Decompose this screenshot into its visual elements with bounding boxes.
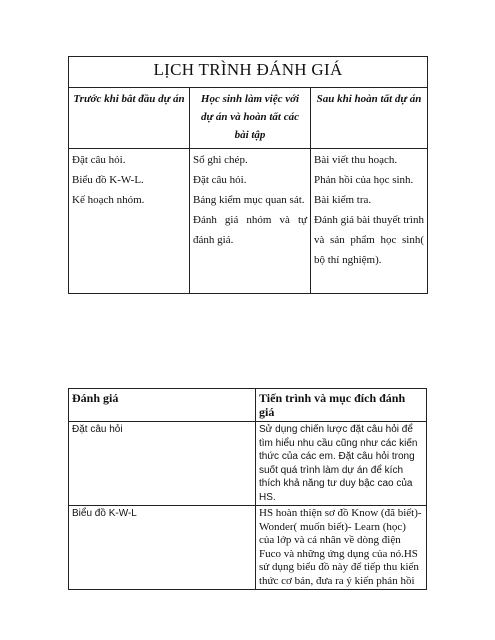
list-item: Bài kiểm tra. bbox=[314, 194, 372, 206]
list-item: Sổ ghi chép. bbox=[193, 154, 248, 166]
header-after-project: Sau khi hoàn tất dự án bbox=[311, 88, 428, 149]
list-item: Đánh giá bài thuyết trình và sản phẩm học sinh( bộ thí nghiệm). bbox=[314, 214, 424, 266]
assessment-desc: Sử dụng chiến lược đặt câu hỏi để tìm hiểu nhu cầu cũng như các kiến thức của các em. Đặt câu hỏi trong suốt quá trình làm dự án để kích thích khả năng tư duy bậc cao của HS. bbox=[256, 422, 427, 506]
assessment-process-table bbox=[68, 388, 427, 590]
list-item: Đánh giá nhóm và tự đánh giá. bbox=[193, 214, 307, 246]
after-project-cell bbox=[311, 149, 428, 294]
list-item: Bảng kiểm mục quan sát. bbox=[193, 194, 305, 206]
schedule-title: LỊCH TRÌNH ĐÁNH GIÁ bbox=[69, 57, 428, 88]
header-before-project: Trước khi bắt đầu dự án bbox=[69, 88, 190, 149]
list-item: Đặt câu hỏi. bbox=[72, 154, 126, 166]
list-item: Phản hồi của học sinh. bbox=[314, 174, 414, 186]
before-project-cell bbox=[69, 149, 190, 294]
list-item: Biểu đồ K-W-L. bbox=[72, 174, 144, 186]
list-item: Đặt câu hỏi. bbox=[193, 174, 247, 186]
table-row bbox=[69, 506, 427, 590]
list-item: Bài viết thu hoạch. bbox=[314, 154, 398, 166]
assessment-desc: HS hoàn thiện sơ đồ Know (đã biết)-Wonder( muốn biết)- Learn (học) của lớp và cá nhân về dòng điện Fuco và những ứng dụng của nó.HS sử dụng biểu đồ này để tiếp thu kiến thức cơ bản, đưa ra ý kiến phản hồi bbox=[256, 506, 427, 590]
assessment-name: Đặt câu hỏi bbox=[69, 422, 256, 506]
header-process-purpose: Tiến trình và mục đích đánh giá bbox=[256, 389, 427, 422]
assessment-name: Biểu đồ K-W-L bbox=[69, 506, 256, 590]
during-project-cell bbox=[190, 149, 311, 294]
table-row bbox=[69, 422, 427, 506]
header-during-project: Học sinh làm việc với dự án và hoàn tất các bài tập bbox=[190, 88, 311, 149]
list-item: Kế hoạch nhóm. bbox=[72, 194, 145, 206]
assessment-schedule-table bbox=[68, 56, 428, 294]
header-assessment: Đánh giá bbox=[69, 389, 256, 422]
